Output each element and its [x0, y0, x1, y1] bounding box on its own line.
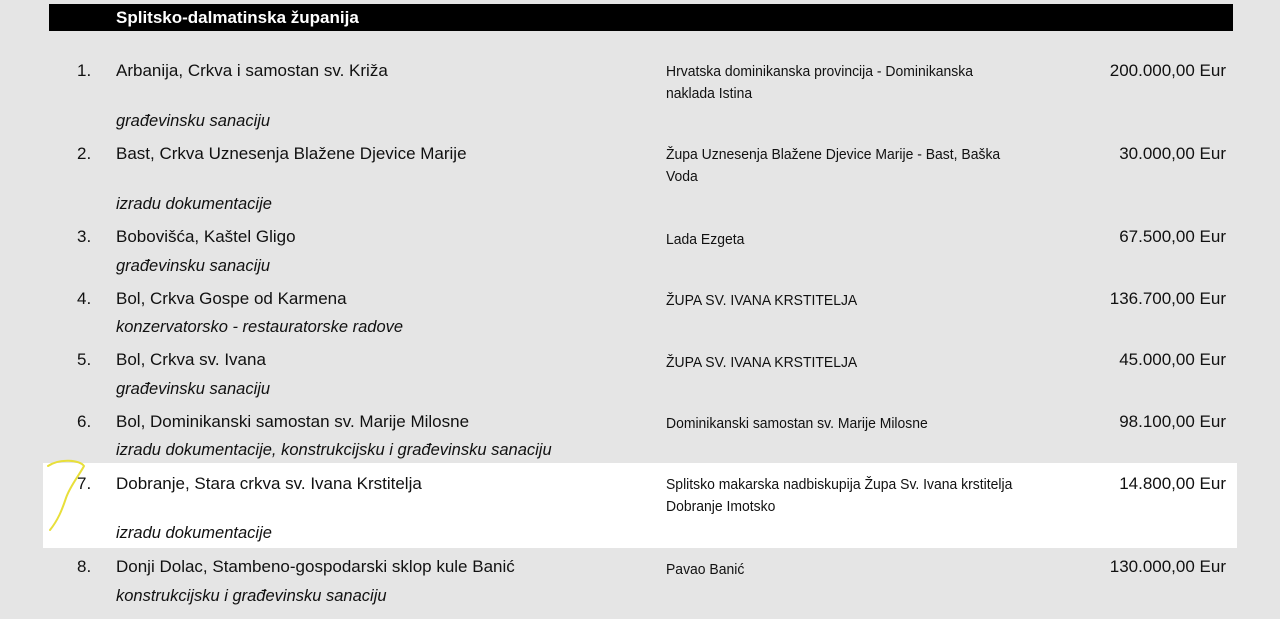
row-title: Bol, Crkva Gospe od Karmena	[116, 289, 347, 308]
row-amount: 30.000,00 Eur	[1119, 144, 1226, 163]
row-number: 8.	[77, 557, 92, 576]
row-recipient: Splitsko makarska nadbiskupija Župa Sv. Ivana krstitelja Dobranje Imotsko	[666, 476, 1013, 515]
row-amount: 130.000,00 Eur	[1109, 557, 1226, 576]
row-recipient: Dominikanski samostan sv. Marije Milosne	[666, 415, 928, 432]
row-number: 2.	[77, 144, 92, 163]
row-title: Bol, Dominikanski samostan sv. Marije Milosne	[116, 412, 470, 431]
row-recipient: Pavao Banić	[666, 561, 745, 578]
row-number: 1.	[77, 61, 92, 80]
row-amount: 67.500,00 Eur	[1119, 227, 1226, 246]
row-number: 7.	[77, 474, 92, 493]
row-recipient: Župa Uznesenja Blažene Djevice Marije - Bast, Baška Voda	[666, 146, 1001, 185]
row-number: 3.	[77, 227, 92, 246]
row-recipient: ŽUPA SV. IVANA KRSTITELJA	[666, 292, 858, 309]
row-amount: 136.700,00 Eur	[1109, 289, 1226, 308]
row-work: građevinsku sanaciju	[116, 112, 271, 130]
row-number: 6.	[77, 412, 92, 431]
row-title: Donji Dolac, Stambeno-gospodarski sklop kule Banić	[116, 557, 515, 576]
row-recipient: ŽUPA SV. IVANA KRSTITELJA	[666, 354, 858, 371]
row-amount: 200.000,00 Eur	[1109, 61, 1226, 80]
row-amount: 98.100,00 Eur	[1119, 412, 1226, 431]
row-work: izradu dokumentacije	[116, 524, 272, 542]
row-recipient: Lada Ezgeta	[666, 231, 745, 248]
highlighter-pen-mark	[40, 456, 90, 536]
row-number: 5.	[77, 350, 92, 369]
row-amount: 45.000,00 Eur	[1119, 350, 1226, 369]
row-work: građevinsku sanaciju	[116, 257, 271, 275]
row-work: izradu dokumentacije, konstrukcijsku i građevinsku sanaciju	[116, 441, 552, 459]
row-title: Bol, Crkva sv. Ivana	[116, 350, 266, 369]
row-title: Dobranje, Stara crkva sv. Ivana Krstitelja	[116, 474, 422, 493]
row-work: građevinsku sanaciju	[116, 380, 271, 398]
row-work: konzervatorsko - restauratorske radove	[116, 318, 404, 336]
row-title: Arbanija, Crkva i samostan sv. Križa	[116, 61, 388, 80]
county-title: Splitsko-dalmatinska županija	[116, 8, 359, 27]
row-work: izradu dokumentacije	[116, 195, 272, 213]
row-amount: 14.800,00 Eur	[1119, 474, 1226, 493]
row-recipient: Hrvatska dominikanska provincija - Dominikanska naklada Istina	[666, 63, 974, 102]
row-number: 4.	[77, 289, 92, 308]
row-title: Bobovišća, Kaštel Gligo	[116, 227, 296, 246]
row-title: Bast, Crkva Uznesenja Blažene Djevice Marije	[116, 144, 467, 163]
row-work: konstrukcijsku i građevinsku sanaciju	[116, 587, 387, 605]
